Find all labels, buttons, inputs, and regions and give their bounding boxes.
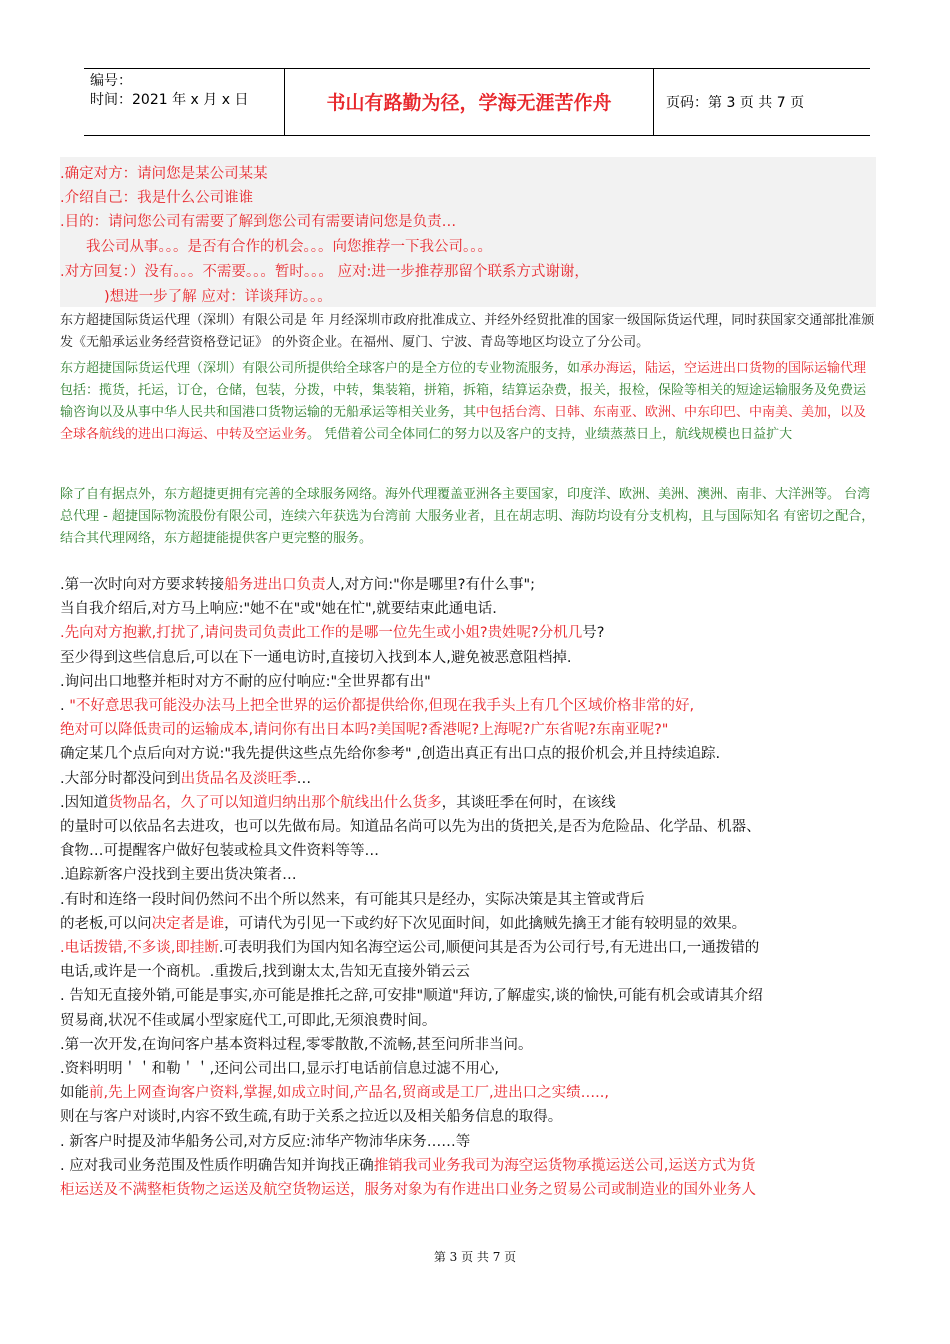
tip-text: . 新客户时提及沛华船务公司,对方反应:沛华产物沛华床务……等	[60, 1133, 471, 1150]
time-label: 时间：2021 年 x 月 x 日	[90, 92, 249, 108]
serial-label: 编号：	[90, 73, 132, 89]
tip-line	[60, 1033, 533, 1054]
tip-line	[60, 1105, 562, 1126]
tip-text: 人,对方问:"你是哪里?有什么事";	[325, 577, 536, 593]
tip-line	[60, 621, 604, 642]
tip-line	[60, 912, 746, 933]
tip-line	[60, 1081, 609, 1102]
tip-text: 电话,或许是一个商机。.重拨后,找到谢太太,告知无直接外销云云	[60, 964, 470, 981]
tip-line	[60, 646, 571, 667]
highlighted-text: 决定者是谁	[151, 915, 225, 932]
company-services-paragraph	[60, 358, 876, 446]
page-footer: 第 3 页 共 7 页	[433, 1250, 517, 1264]
tip-line	[60, 863, 297, 884]
tip-text: 确定某几个点后向对方说:"我先提供这些点先给你参考" ,创造出真正有出口点的报价机会,并且持续追踪.	[60, 746, 721, 763]
tip-text: .询问出口地整并柜时对方不耐的应付响应:"全世界都有出"	[60, 673, 431, 690]
tip-line	[60, 1130, 470, 1151]
tip-line	[60, 936, 759, 957]
highlighted-text: .电话拨错,不多谈,即挂断	[60, 940, 219, 956]
tip-text: ，其谈旺季在何时，在该线	[441, 794, 616, 811]
page-header	[84, 68, 870, 136]
summary-line: 我公司从事。。。是否有合作的机会。。。向您推荐一下我公司。。。	[86, 239, 492, 255]
tip-text: . 告知无直接外销,可能是事实,亦可能是推托之辞,可安排"顺道"拜访,了解虚实,谈的愉快,可能有机会或请其介绍	[60, 988, 763, 1005]
tip-text: .大部分时都没问到	[60, 770, 181, 787]
tip-line	[60, 960, 470, 981]
tip-text: .第一次开发,在询问客户基本资料过程,零零散散,不流畅,甚至问所非当问。	[60, 1036, 533, 1053]
tip-text: 则在与客户对谈时,内容不致生疏,有助于关系之拉近以及相关船务信息的取得。	[60, 1109, 563, 1126]
highlighted-text: 货物品名，久了可以知道归纳出那个航线出什么货多	[108, 794, 442, 811]
summary-line: .对方回复：）没有。。。不需要。。。暂时。。。 应对:进一步推荐那留个联系方式谢谢，	[60, 264, 589, 280]
tip-line	[60, 839, 379, 860]
call-script-summary	[60, 157, 876, 307]
summary-line: )想进一步了解 应对：详谈拜访。。。	[104, 289, 332, 305]
tip-text: 如能	[60, 1085, 89, 1102]
summary-line: .介绍自己：我是什么公司谁谁	[60, 190, 254, 206]
highlighted-text: 前,先上网查询客户资料,掌握,如成立时间,产品名,贸商或是工厂,进出口之实绩…..,	[89, 1085, 609, 1102]
tip-text: 至少得到这些信息后,可以在下一通电访时,直接切入找到本人,避免被恶意阻档掉.	[60, 649, 572, 666]
tip-text: .	[60, 698, 70, 714]
tip-text: .追踪新客户没找到主要出货决策者…	[60, 867, 297, 884]
tip-text: .因知道	[60, 794, 109, 811]
tip-line	[60, 984, 763, 1005]
company-intro-paragraph: 东方超捷国际货运代理（深圳）有限公司是 年 月经深圳市政府批准成立、并经外经贸批准的国家一级国际货运代理，同时获国家交通部批准颁发《无船承运业务经营资格登记证》 的外资企业。在福州、厦门、宁波、青岛等地区均设立了分公司。	[60, 313, 875, 350]
highlighted-text: 船务进出口负责	[224, 577, 326, 593]
services-text: 包括：揽货，托运，订仓，仓储，包装，分拨，中转，集装箱，拼箱，拆箱，结算运杂费，报关，报检，保险等相关的短途运输服务及免费运输咨询以及从事中华人民共和国港口货物运输的无船承运等相关业务，其	[60, 383, 867, 420]
header-motto: 书山有路勤为径，学海无涯苦作舟	[284, 69, 654, 135]
highlighted-text: 绝对可以降低贵司的运输成本,请问你有出日本吗?美国呢?香港呢?上海呢?广东省呢?东南亚呢?"	[60, 722, 669, 739]
header-page-label: 页码：第 3 页 共 7 页	[666, 95, 805, 111]
summary-line: .确定对方：请问您是某公司某某	[60, 166, 268, 182]
services-highlight: 承办海运，陆运，空运进出口货物的国际运输代理	[580, 361, 867, 376]
tip-text: 的量时可以依品名去进攻，也可以先做布局。知道品名尚可以先为出的货把关,是否为危险品、化学品、机器、	[60, 819, 761, 835]
tip-line	[60, 815, 761, 836]
tip-line	[60, 888, 645, 909]
tip-text: …	[296, 770, 312, 787]
tip-line	[60, 1178, 756, 1199]
tip-line	[60, 694, 694, 715]
tip-text: . 应对我司业务范围及性质作明确告知并询找正确	[60, 1157, 374, 1174]
tip-line	[60, 718, 668, 739]
summary-line: .目的：请问您公司有需要了解到您公司有需要请问您是负责…	[60, 214, 457, 230]
tip-text: .可表明我们为国内知名海空运公司,顺便问其是否为公司行号,有无进出口,一通拨错的	[218, 940, 760, 956]
tip-text: 号?	[582, 625, 605, 642]
services-text: 东方超捷国际货运代理（深圳）有限公司所提供给全球客户的是全方位的专业物流服务，如	[60, 361, 581, 376]
tip-line	[60, 1057, 499, 1078]
tip-line	[60, 670, 431, 691]
tip-line	[60, 791, 616, 812]
highlighted-text: "不好意思我可能没办法马上把全世界的运价都提供给你,但现在我手头上有几个区域价格非常的好,	[69, 698, 695, 714]
highlighted-text: 推销我司业务我司为海空运货物承揽运送公司,运送方式为货	[373, 1157, 756, 1174]
header-meta	[84, 69, 284, 135]
tip-text: 的老板,可以问	[60, 915, 152, 932]
tip-text: .有时和连络一段时间仍然问不出个所以然来，有可能其只是经办，实际决策是其主管或背后	[60, 891, 645, 908]
tip-line	[60, 597, 497, 618]
tip-line	[60, 767, 311, 788]
tip-line	[60, 1009, 436, 1030]
tip-line	[60, 573, 535, 594]
tip-text: 食物…可提醒客户做好包装或检具文件资料等等…	[60, 843, 379, 860]
tip-text: 当自我介绍后,对方马上响应:"她不在"或"她在忙",就要结束此通电话.	[60, 601, 497, 618]
highlighted-text: 柜运送及不满整柜货物之运送及航空货物运送，服务对象为有作进出口业务之贸易公司或制造业的国外业务人	[60, 1182, 756, 1198]
tip-text: ，可请代为引见一下或约好下次见面时间，如此擒贼先擒王才能有较明显的效果。	[224, 915, 747, 932]
tip-text: .资料明明＇＇和勒＇＇,还问公司出口,显示打电话前信息过滤不用心,	[60, 1061, 499, 1077]
tip-text: .第一次时向对方要求转接	[60, 577, 225, 593]
tip-line	[60, 742, 720, 763]
tip-line	[60, 1154, 755, 1175]
highlighted-text: 出货品名及淡旺季	[180, 770, 297, 787]
services-text: 。 凭借着公司全体同仁的努力以及客户的支持，业绩蒸蒸日上，航线规模也日益扩大	[307, 427, 793, 442]
tip-text: 贸易商,状况不佳或属小型家庭代工,可即此,无须浪费时间。	[60, 1012, 437, 1029]
highlighted-text: .先向对方抱歉,打扰了,请问贵司负责此工作的是哪一位先生或小姐?贵姓呢?分机几	[60, 625, 583, 642]
company-network-paragraph: 除了自有据点外，东方超捷更拥有完善的全球服务网络。海外代理覆盖亚洲各主要国家，印度洋、欧洲、美洲、澳洲、南非、大洋洲等。 台湾总代理 - 超捷国际物流股份有限公司，连续六年获选为台湾前 大服务业者，且在胡志明、海防均设有分支机构，且与国际知名 有密切之配合，结合其代理网络，东方超捷能提供客户更完整的服务。	[60, 487, 875, 546]
routes-highlight: 中包括台湾、日韩、东南亚、欧洲、中东印巴、中南美、美加，以及全球各航线的进出口海运、中转及空运业务	[60, 405, 867, 442]
